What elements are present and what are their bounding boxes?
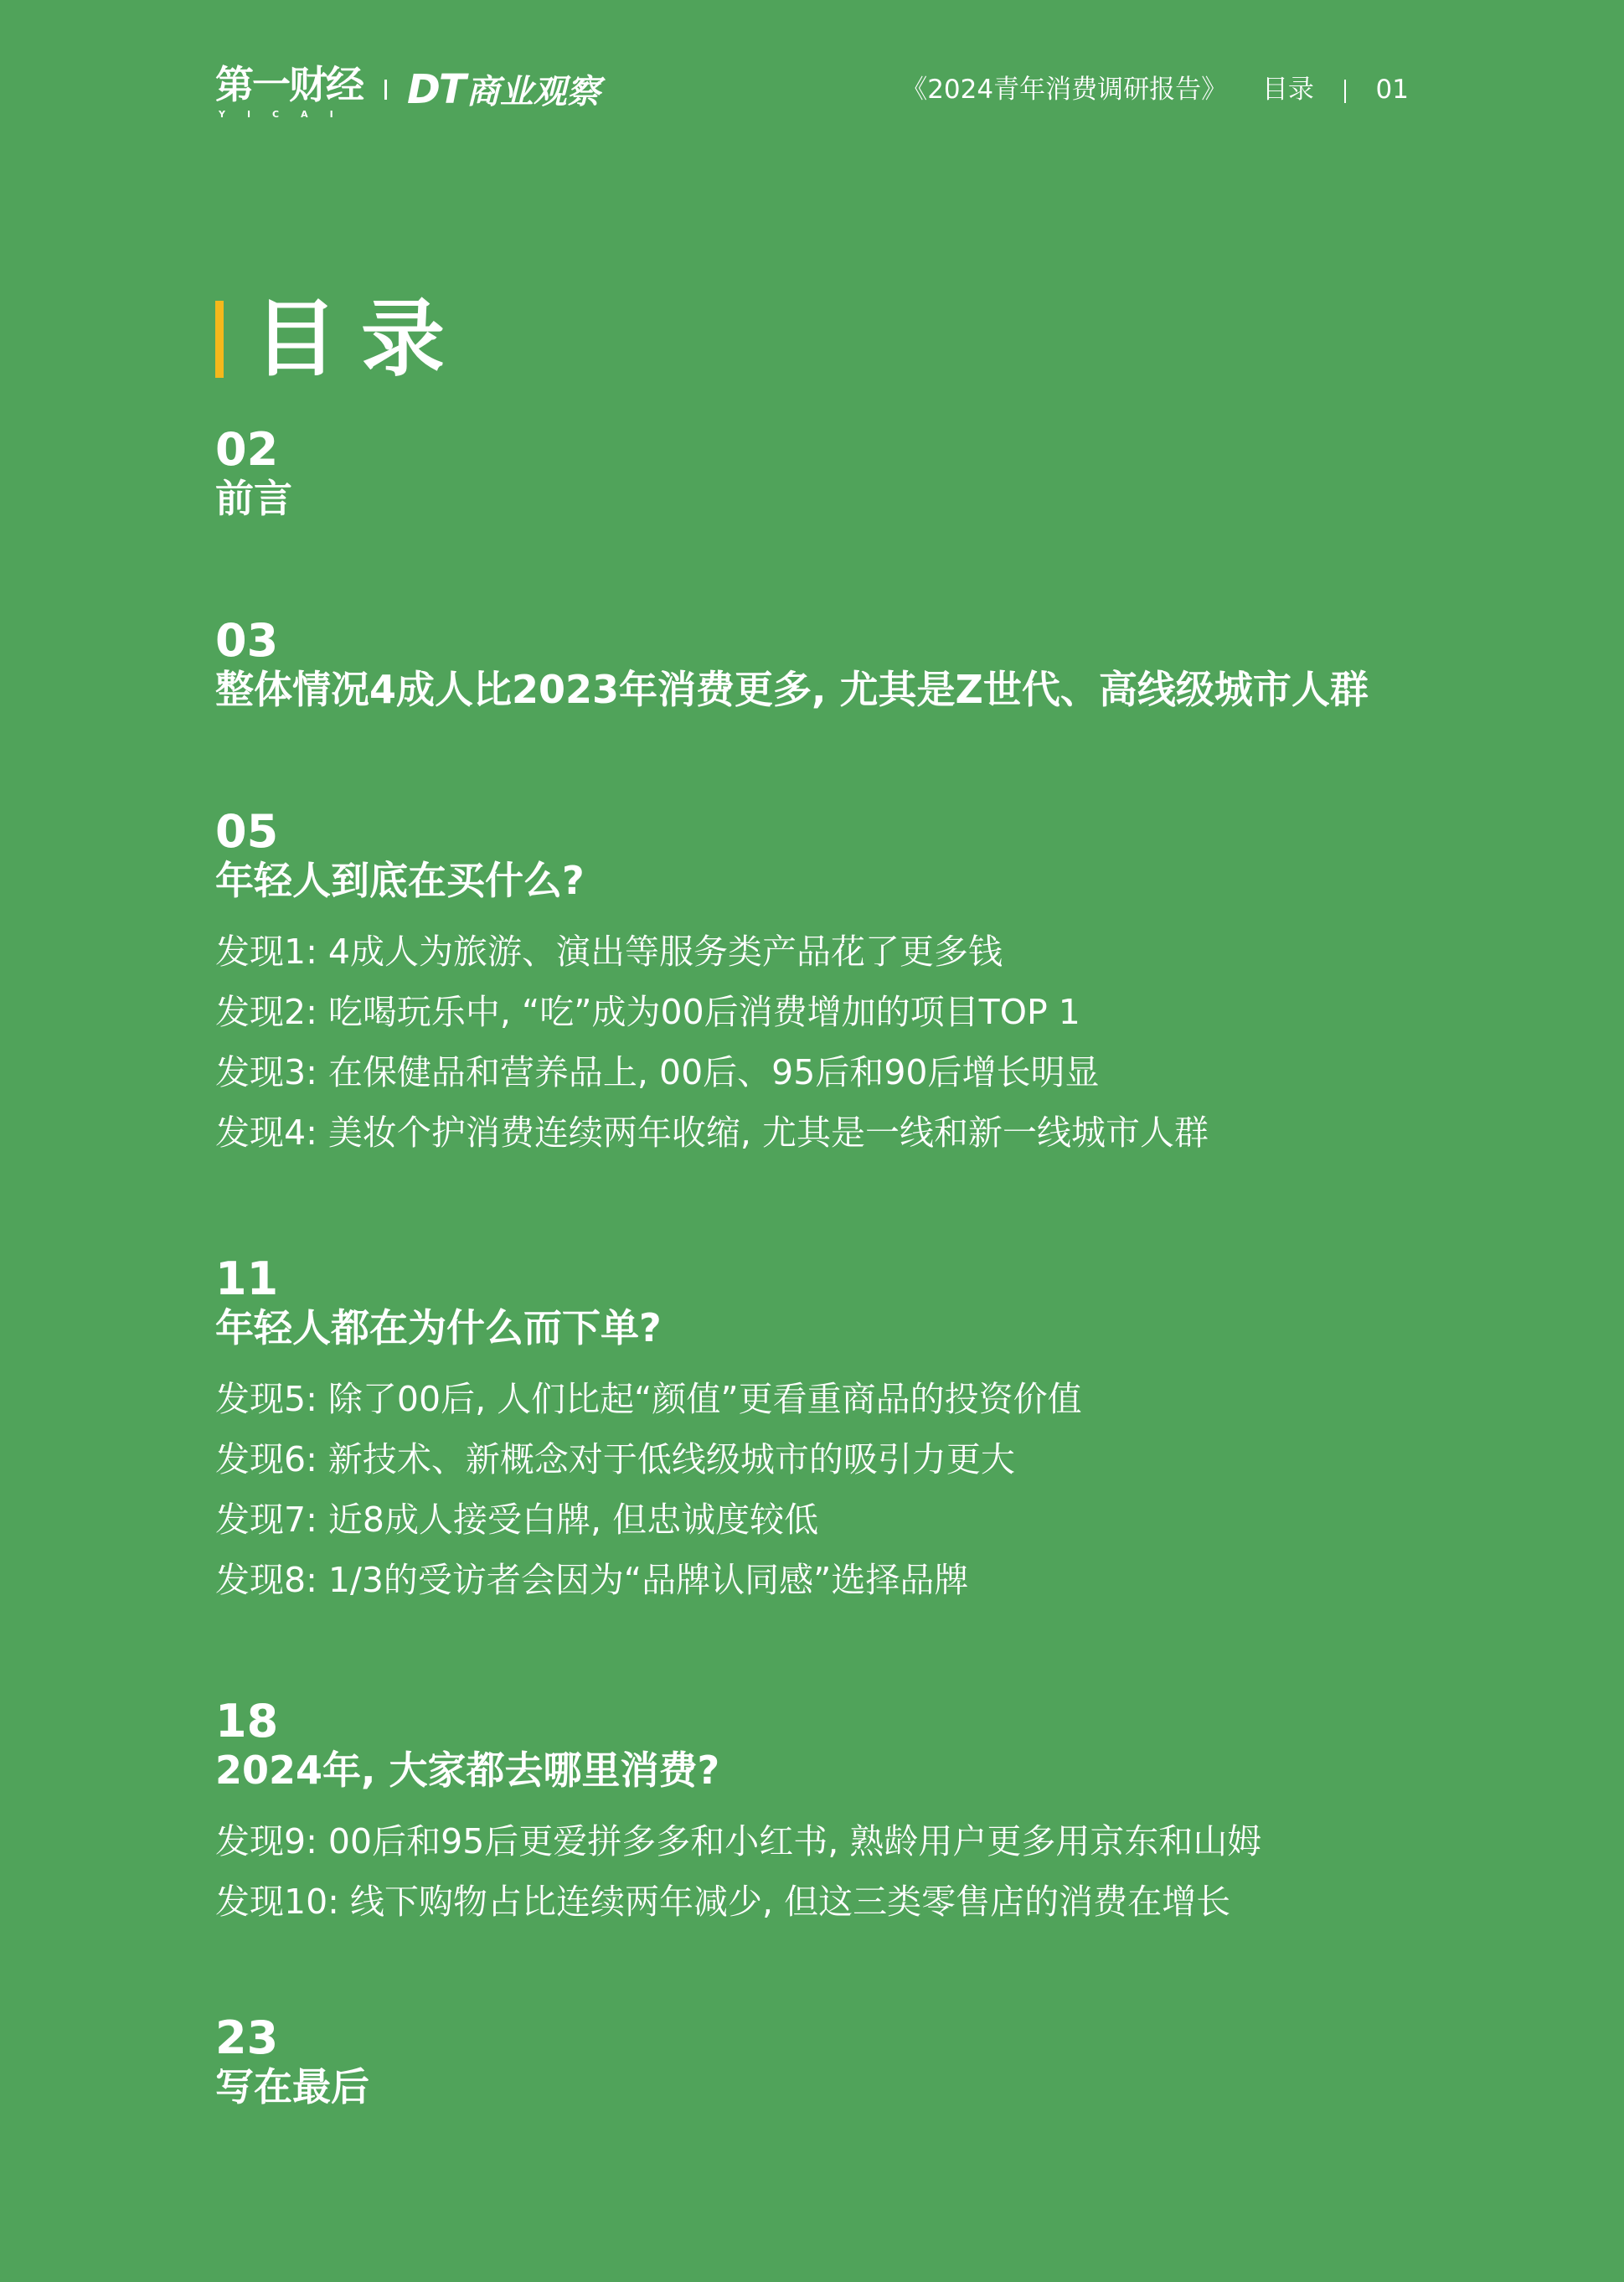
yicai-logo-subtext: YICAI	[219, 109, 355, 120]
toc-section[interactable]	[215, 614, 1456, 809]
toc-section[interactable]	[215, 805, 1456, 1257]
toc-section-title: 2024年, 大家都去哪里消费?	[215, 1748, 720, 1793]
finding-item[interactable]: 发现3: 在保健品和营养品上, 00后、95后和90后增长明显	[215, 1052, 1100, 1092]
toc-section-page: 18	[215, 1695, 279, 1748]
toc-section[interactable]	[215, 2011, 1456, 2133]
yicai-logo	[215, 62, 363, 120]
page-title	[215, 290, 468, 388]
toc-section[interactable]	[215, 1695, 1456, 2016]
toc-section-page: 02	[215, 423, 279, 476]
page-number: 01	[1375, 75, 1409, 105]
finding-item[interactable]: 发现10: 线下购物占比连续两年减少, 但这三类零售店的消费在增长	[215, 1882, 1231, 1922]
dt-logo-text: 商业观察	[466, 73, 601, 111]
table-of-contents	[215, 423, 1456, 2133]
toc-section-page: 23	[215, 2011, 279, 2064]
running-head	[901, 60, 1409, 119]
page-title-text: 目录	[254, 290, 468, 388]
toc-section-title: 年轻人到底在买什么?	[215, 858, 585, 903]
finding-list	[215, 1369, 1456, 1610]
brand-logos	[215, 60, 601, 119]
finding-item[interactable]: 发现1: 4成人为旅游、演出等服务类产品花了更多钱	[215, 932, 1003, 972]
page-header	[215, 60, 1409, 119]
toc-section-title: 年轻人都在为什么而下单?	[215, 1305, 662, 1350]
toc-section-page: 05	[215, 805, 279, 858]
toc-section-title: 前言	[215, 476, 292, 521]
finding-list	[215, 922, 1456, 1163]
finding-item[interactable]: 发现2: 吃喝玩乐中, “吃”成为00后消费增加的项目TOP 1	[215, 992, 1080, 1032]
toc-section-page: 11	[215, 1252, 279, 1305]
logo-divider	[384, 80, 387, 100]
toc-section-title: 整体情况4成人比2023年消费更多, 尤其是Z世代、高线级城市人群	[215, 667, 1369, 712]
yicai-logo-text: 第一财经	[215, 62, 363, 107]
finding-item[interactable]: 发现7: 近8成人接受白牌, 但忠诚度较低	[215, 1500, 819, 1540]
finding-item[interactable]: 发现4: 美妆个护消费连续两年收缩, 尤其是一线和新一线城市人群	[215, 1113, 1209, 1153]
toc-section-title: 写在最后	[215, 2064, 369, 2109]
running-head-divider	[1344, 80, 1346, 103]
finding-item[interactable]: 发现5: 除了00后, 人们比起“颜值”更看重商品的投资价值	[215, 1379, 1082, 1419]
report-title: 《2024青年消费调研报告》	[901, 75, 1228, 105]
finding-list	[215, 1811, 1456, 1932]
dt-logo-mark: DT	[407, 66, 465, 113]
toc-section[interactable]	[215, 423, 1456, 618]
finding-item[interactable]: 发现9: 00后和95后更爱拼多多和小红书, 熟龄用户更多用京东和山姆	[215, 1821, 1262, 1861]
toc-section-page: 03	[215, 614, 279, 667]
title-accent-bar	[215, 301, 224, 378]
finding-item[interactable]: 发现8: 1/3的受访者会因为“品牌认同感”选择品牌	[215, 1560, 969, 1600]
finding-item[interactable]: 发现6: 新技术、新概念对于低线级城市的吸引力更大	[215, 1439, 1015, 1479]
dt-logo	[407, 66, 601, 113]
toc-section[interactable]	[215, 1252, 1456, 1699]
running-head-section: 目录	[1261, 75, 1314, 105]
